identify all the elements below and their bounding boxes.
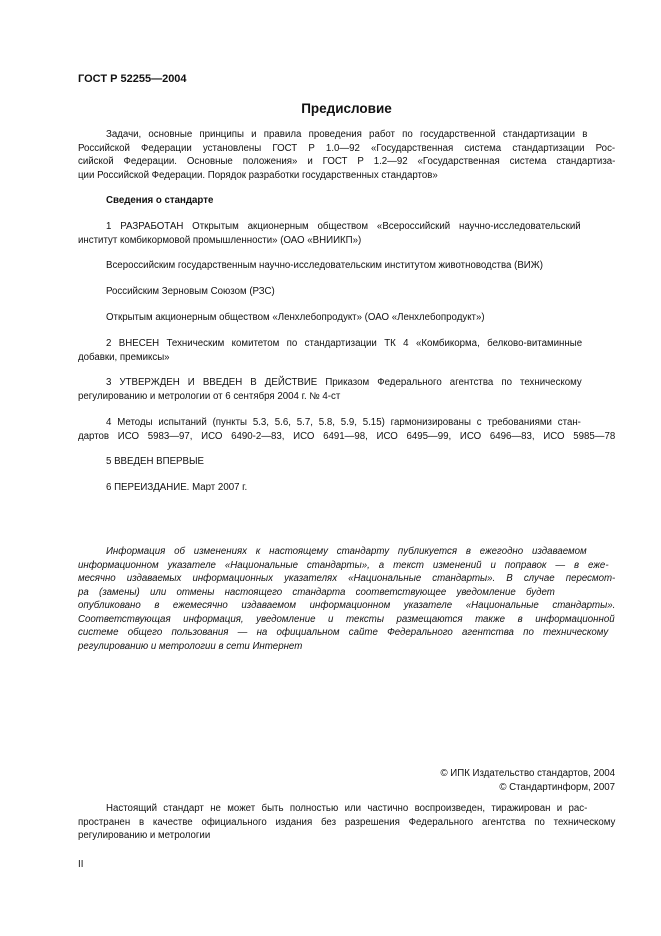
copyright-line: © Стандартинформ, 2007 — [499, 781, 615, 793]
notice-line: регулированию и метрологии в сети Интернет — [78, 640, 303, 652]
item-1b — [78, 259, 615, 273]
intro-line: Задачи, основные принципы и правила проведения работ по государственной стандартизации в — [106, 129, 588, 140]
notice-line: Информация об изменениях к настоящему стандарту публикуется в ежегодно издаваемом — [106, 546, 587, 557]
document-code: ГОСТ Р 52255—2004 — [78, 73, 187, 85]
item-1c — [78, 285, 615, 299]
item-line: дартов ИСО 5983—97, ИСО 6490-2—83, ИСО 6491—98, ИСО 6495—99, ИСО 6496—83, ИСО 5985—78 — [78, 430, 616, 442]
item-line: 1 РАЗРАБОТАН Открытым акционерным обществом «Всероссийский научно-исследовательский — [106, 221, 581, 232]
section-title-text: Сведения о стандарте — [106, 195, 214, 206]
notice-line: информационном указателе «Национальные стандарты», а текст изменений и поправок — в еже- — [78, 559, 609, 571]
intro-line: ции Российской Федерации. Порядок разработки государственных стандартов» — [78, 169, 438, 181]
item-3 — [78, 376, 615, 403]
section-title — [78, 194, 615, 208]
footer-line: регулированию и метрологии — [78, 830, 211, 841]
item-line: регулированию и метрологии от 6 сентября 2004 г. № 4-ст — [78, 390, 341, 402]
item-5 — [78, 455, 615, 469]
intro-line: сийской Федерации. Основные положения» и ГОСТ Р 1.2—92 «Государственная система стандартиза- — [78, 156, 616, 167]
notice-line: ра (замены) или отмены настоящего стандарта соответствующее уведомление будет — [78, 586, 555, 598]
item-line: институт комбикормовой промышленности» (ОАО «ВНИИКП») — [78, 234, 362, 246]
item-1d — [78, 311, 615, 325]
notice-line: системе общего пользования — на официальном сайте Федерального агентства по техническому — [78, 627, 609, 638]
item-line: добавки, премиксы» — [78, 351, 170, 363]
footer-note — [78, 802, 615, 843]
item-6 — [78, 481, 615, 495]
notice-line: опубликовано в ежемесячно издаваемом информационном указателе «Национальные стандарты». — [78, 600, 616, 611]
page-number: II — [78, 859, 84, 870]
item-line: Российским Зерновым Союзом (РЗС) — [106, 286, 275, 297]
footer-line: Настоящий стандарт не может быть полностью или частично воспроизведен, тиражирован и рас- — [106, 803, 588, 814]
intro-paragraph — [78, 128, 615, 182]
item-line: 4 Методы испытаний (пункты 5.3, 5.6, 5.7, 5.8, 5.9, 5.15) гармонизированы с требованиями стан- — [106, 417, 581, 428]
notice-paragraph — [78, 545, 615, 653]
footer-line: пространен в качестве официального издания без разрешения Федерального агентства по техническому — [78, 816, 616, 828]
item-line: 6 ПЕРЕИЗДАНИЕ. Март 2007 г. — [106, 482, 248, 493]
item-line: 3 УТВЕРЖДЕН И ВВЕДЕН В ДЕЙСТВИЕ Приказом Федерального агентства по техническому — [106, 377, 582, 388]
intro-line: Российской Федерации установлены ГОСТ Р 1.0—92 «Государственная система стандартизации Рос- — [78, 142, 616, 154]
item-line: Открытым акционерным обществом «Ленхлебопродукт» (ОАО «Ленхлебопродукт») — [106, 312, 485, 323]
item-4 — [78, 416, 615, 443]
item-line: Всероссийским государственным научно-исследовательским институтом животноводства (ВИЖ) — [106, 260, 543, 271]
item-line: 5 ВВЕДЕН ВПЕРВЫЕ — [106, 456, 205, 467]
notice-line: месячно издаваемых информационных указателях «Национальные стандарты». В случае пересмот- — [78, 573, 616, 584]
copyright-block — [78, 767, 615, 794]
page-title: Предисловие — [301, 101, 392, 116]
notice-line: Соответствующая информация, уведомление и тексты размещаются также в информационной — [78, 613, 615, 625]
copyright-line: © ИПК Издательство стандартов, 2004 — [440, 768, 615, 779]
item-1 — [78, 220, 615, 247]
item-line: 2 ВНЕСЕН Техническим комитетом по стандартизации ТК 4 «Комбикорма, белково-витаминные — [106, 338, 583, 349]
item-2 — [78, 337, 615, 364]
